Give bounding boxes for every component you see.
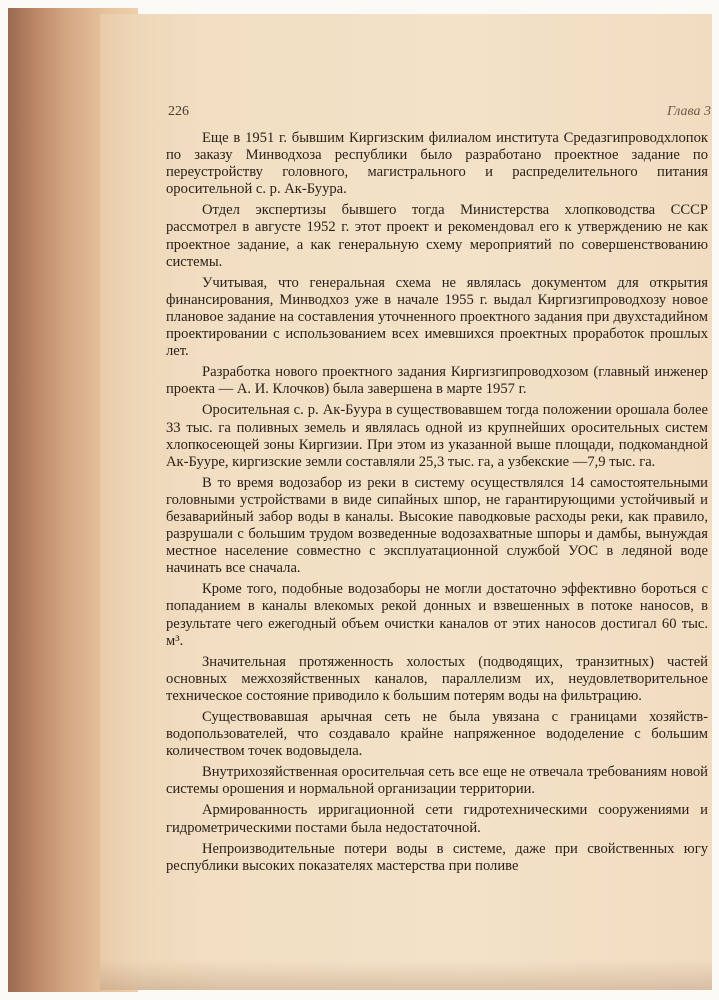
paragraph: Еще в 1951 г. бывшим Киргизским филиалом института Средазгипроводхлопок по заказу Минводхоза республики было разработано проектное задание по переустройству головного, магистрального и распределительного питания оросительной с. р. Ак-Буура.: [166, 130, 708, 198]
paragraph: Разработка нового проектного задания Киргизгипроводхозом (главный инженер проекта — А. И. Клочков) была завершена в марте 1957 г.: [166, 364, 708, 398]
chapter-label: Глава 3: [667, 104, 711, 119]
running-header: [168, 104, 711, 120]
paragraph: Непроизводительные потери воды в системе, даже при свойственных югу республики высоких показателях мастерства при поливе: [166, 840, 708, 874]
paragraph: Внутрихозяйственная оросительчая сеть все еще не отвечала требованиям новой системы орошения и нормальной организации территории.: [166, 764, 708, 798]
paragraph: Значительная протяженность холостых (подводящих, транзитных) частей основных межхозяйственных каналов, параллелизм их, неудовлетворительное техническое состояние приводило к большим потерям воды на фильтрацию.: [166, 653, 708, 704]
paragraph: Учитывая, что генеральная схема не являлась документом для открытия финансирования, Минводхоз уже в начале 1955 г. выдал Киргизгипроводхозу новое плановое задание на составления уточненного проектного задания при двухстадийном проектировании с использованием всех имевшихся проектных проработок прошлых лет.: [166, 274, 708, 360]
paragraph: Армированность ирригационной сети гидротехническими сооружениями и гидрометрическими постами была недостаточной.: [166, 802, 708, 836]
paragraph: Отдел экспертизы бывшего тогда Министерства хлопководства СССР рассмотрел в августе 1952 г. этот проект и рекомендовал его к утверждению не как проектное задание, а как генеральную схему мероприятий по совершенствованию системы.: [166, 202, 708, 270]
paragraph: Кроме того, подобные водозаборы не могли достаточно эффективно бороться с попаданием в каналы влекомых рекой донных и взвешенных в потоке наносов, в результате чего ежегодный объем очистки каналов от этих наносов достигал 60 тыс. м³.: [166, 581, 708, 649]
paragraph: Оросительная с. р. Ак-Буура в существовавшем тогда положении орошала более 33 тыс. га поливных земель и являлась одной из крупнейших оросительных систем хлопкосеющей зоны Киргизии. При этом из указанной выше площади, подкомандной Ак-Бууре, киргизские земли составляли 25,3 тыс. га, а узбекские —7,9 тыс. га.: [166, 402, 708, 470]
paragraph: Существовавшая арычная сеть не была увязана с границами хозяйств-водопользователей, что создавало крайне напряженное вододеление с большим количеством точек водовыдела.: [166, 709, 708, 760]
page-body-text: [166, 130, 708, 879]
paragraph: В то время водозабор из реки в систему осуществлялся 14 самостоятельными головными устройствами в виде сипайных шпор, не гарантирующими устойчивый и безаварийный забор воды в каналы. Высокие паводковые расходы реки, как правило, разрушали с большим трудом возведенные водозахватные шпоры и дамбы, вынуждая местное население совместно с эксплуатационной службой УОС в ледяной воде начинать все сначала.: [166, 474, 708, 577]
page-bottom-shadow: [100, 960, 712, 990]
page-number: 226: [168, 104, 189, 119]
